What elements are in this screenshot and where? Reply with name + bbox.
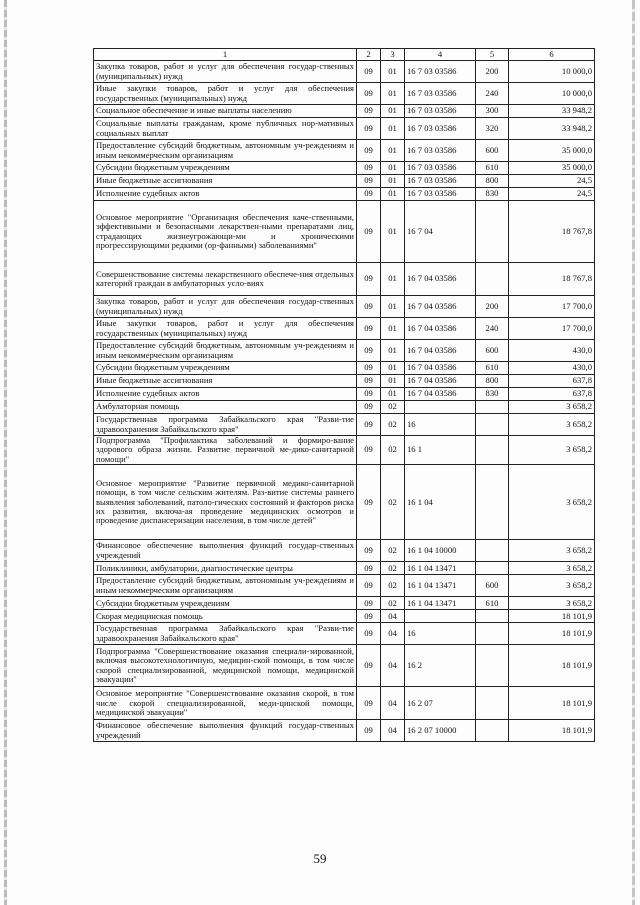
row-section-cell: 09 (357, 401, 381, 414)
row-amount-cell: 3 658,2 (509, 401, 595, 414)
row-section-cell: 09 (357, 61, 381, 83)
row-target-article-cell: 16 7 03 03586 (405, 188, 476, 201)
table-row (94, 105, 595, 118)
row-section-cell: 09 (357, 465, 381, 540)
row-subsection-cell: 01 (381, 296, 405, 318)
row-amount-cell: 637,8 (509, 388, 595, 401)
row-target-article-cell: 16 1 04 10000 (405, 540, 476, 562)
row-name-cell: Совершенствование системы лекарственного обеспече-ния отдельных категорий граждан в амбулаторных усло-виях (94, 263, 357, 296)
scan-edge-right (632, 0, 635, 905)
row-target-article-cell: 16 7 04 03586 (405, 318, 476, 340)
row-amount-cell: 33 948,2 (509, 105, 595, 118)
row-amount-cell: 35 000,0 (509, 162, 595, 175)
row-amount-cell: 18 767,8 (509, 201, 595, 263)
row-subsection-cell: 01 (381, 118, 405, 140)
row-amount-cell: 18 767,8 (509, 263, 595, 296)
row-target-article-cell: 16 1 04 13471 (405, 597, 476, 610)
row-section-cell: 09 (357, 575, 381, 597)
table-row (94, 340, 595, 362)
row-subsection-cell: 04 (381, 610, 405, 623)
row-target-article-cell: 16 7 04 03586 (405, 340, 476, 362)
row-subsection-cell: 02 (381, 575, 405, 597)
row-name-cell: Исполнение судебных актов (94, 188, 357, 201)
row-section-cell: 09 (357, 105, 381, 118)
table-row (94, 687, 595, 720)
row-subsection-cell: 04 (381, 645, 405, 687)
table-row (94, 188, 595, 201)
row-amount-cell: 637,8 (509, 375, 595, 388)
row-name-cell: Основное мероприятие "Развитие первичной медико-санитарной помощи, в том числе сельским жителям. Раз-витие системы раннего выявления заболеваний, патоло-гических состояний и факторов риска их развития, включа-ая проведение медицинских осмотров и проведение диспансеризации населения, в том числе детей" (94, 465, 357, 540)
row-expense-type-cell (476, 562, 509, 575)
row-expense-type-cell (476, 414, 509, 436)
row-amount-cell: 18 101,9 (509, 610, 595, 623)
row-target-article-cell: 16 7 04 (405, 201, 476, 263)
row-target-article-cell: 16 1 04 13471 (405, 575, 476, 597)
row-name-cell: Государственная программа Забайкальского края "Разви-тие здравоохранения Забайкальского края" (94, 414, 357, 436)
row-target-article-cell: 16 (405, 414, 476, 436)
row-name-cell: Субсидии бюджетным учреждениям (94, 362, 357, 375)
row-subsection-cell: 02 (381, 597, 405, 610)
row-section-cell: 09 (357, 610, 381, 623)
row-section-cell: 09 (357, 188, 381, 201)
header-col-1: 1 (94, 49, 357, 61)
row-name-cell: Предоставление субсидий бюджетным, автономным уч-реждениям и иным некоммерческим организациям (94, 140, 357, 162)
row-subsection-cell: 01 (381, 318, 405, 340)
row-name-cell: Социальные выплаты гражданам, кроме публичных нор-мативных социальных выплат (94, 118, 357, 140)
row-amount-cell: 17 700,0 (509, 318, 595, 340)
table-row (94, 610, 595, 623)
row-section-cell: 09 (357, 687, 381, 720)
row-target-article-cell: 16 7 03 03586 (405, 118, 476, 140)
row-target-article-cell: 16 7 03 03586 (405, 83, 476, 105)
row-target-article-cell: 16 7 04 03586 (405, 362, 476, 375)
table-row (94, 140, 595, 162)
row-section-cell: 09 (357, 540, 381, 562)
row-section-cell: 09 (357, 340, 381, 362)
row-expense-type-cell (476, 623, 509, 645)
row-expense-type-cell: 300 (476, 105, 509, 118)
row-name-cell: Субсидии бюджетным учреждениям (94, 597, 357, 610)
row-target-article-cell: 16 7 03 03586 (405, 175, 476, 188)
row-subsection-cell: 01 (381, 188, 405, 201)
row-amount-cell: 3 658,2 (509, 414, 595, 436)
row-amount-cell: 18 101,9 (509, 623, 595, 645)
row-amount-cell: 24,5 (509, 175, 595, 188)
row-subsection-cell: 01 (381, 61, 405, 83)
row-amount-cell: 3 658,2 (509, 575, 595, 597)
row-target-article-cell (405, 610, 476, 623)
row-expense-type-cell (476, 263, 509, 296)
header-col-6: 6 (509, 49, 595, 61)
row-subsection-cell: 01 (381, 201, 405, 263)
table-row (94, 83, 595, 105)
row-amount-cell: 24,5 (509, 188, 595, 201)
row-section-cell: 09 (357, 597, 381, 610)
row-subsection-cell: 02 (381, 414, 405, 436)
row-section-cell: 09 (357, 175, 381, 188)
row-section-cell: 09 (357, 388, 381, 401)
row-amount-cell: 33 948,2 (509, 118, 595, 140)
table-header-row (94, 49, 595, 61)
row-subsection-cell: 01 (381, 83, 405, 105)
row-section-cell: 09 (357, 263, 381, 296)
header-col-5: 5 (476, 49, 509, 61)
table-row (94, 118, 595, 140)
row-expense-type-cell: 600 (476, 575, 509, 597)
table-row (94, 575, 595, 597)
row-target-article-cell (405, 401, 476, 414)
row-expense-type-cell (476, 610, 509, 623)
row-subsection-cell: 01 (381, 105, 405, 118)
row-name-cell: Подпрограмма "Профилактика заболеваний и формиро-вание здорового образа жизни. Развитие первичной ме-дико-санитарной помощи" (94, 436, 357, 465)
row-name-cell: Иные бюджетные ассигнования (94, 375, 357, 388)
row-amount-cell: 3 658,2 (509, 597, 595, 610)
table-row (94, 436, 595, 465)
row-name-cell: Исполнение судебных актов (94, 388, 357, 401)
row-target-article-cell: 16 7 04 03586 (405, 375, 476, 388)
row-target-article-cell: 16 7 03 03586 (405, 162, 476, 175)
row-expense-type-cell: 800 (476, 375, 509, 388)
table-row (94, 623, 595, 645)
row-expense-type-cell: 610 (476, 597, 509, 610)
row-name-cell: Предоставление субсидий бюджетным, автономным уч-реждениям и иным некоммерческим организациям (94, 340, 357, 362)
row-amount-cell: 10 000,0 (509, 83, 595, 105)
row-amount-cell: 18 101,9 (509, 687, 595, 720)
row-amount-cell: 430,0 (509, 340, 595, 362)
row-subsection-cell: 01 (381, 362, 405, 375)
row-expense-type-cell: 200 (476, 61, 509, 83)
row-expense-type-cell (476, 645, 509, 687)
row-subsection-cell: 04 (381, 720, 405, 742)
budget-table (93, 48, 595, 742)
row-target-article-cell: 16 7 03 03586 (405, 61, 476, 83)
row-name-cell: Закупка товаров, работ и услуг для обеспечения государ-ственных (муниципальных) нужд (94, 296, 357, 318)
row-section-cell: 09 (357, 318, 381, 340)
row-amount-cell: 3 658,2 (509, 465, 595, 540)
row-section-cell: 09 (357, 140, 381, 162)
table-row (94, 201, 595, 263)
row-subsection-cell: 04 (381, 687, 405, 720)
row-section-cell: 09 (357, 720, 381, 742)
table-row (94, 645, 595, 687)
row-section-cell: 09 (357, 623, 381, 645)
row-name-cell: Поликлиники, амбулатории, диагностические центры (94, 562, 357, 575)
row-amount-cell: 3 658,2 (509, 436, 595, 465)
row-expense-type-cell: 830 (476, 388, 509, 401)
row-target-article-cell: 16 1 04 13471 (405, 562, 476, 575)
row-subsection-cell: 02 (381, 465, 405, 540)
row-target-article-cell: 16 7 04 03586 (405, 388, 476, 401)
row-subsection-cell: 01 (381, 175, 405, 188)
row-amount-cell: 35 000,0 (509, 140, 595, 162)
row-subsection-cell: 01 (381, 388, 405, 401)
row-subsection-cell: 01 (381, 162, 405, 175)
row-expense-type-cell: 600 (476, 140, 509, 162)
row-name-cell: Иные закупки товаров, работ и услуг для обеспечения государственных (муниципальных) нужд (94, 83, 357, 105)
row-target-article-cell: 16 2 07 10000 (405, 720, 476, 742)
row-expense-type-cell (476, 687, 509, 720)
row-section-cell: 09 (357, 414, 381, 436)
row-amount-cell: 3 658,2 (509, 562, 595, 575)
row-name-cell: Социальное обеспечение и иные выплаты населению (94, 105, 357, 118)
row-target-article-cell: 16 2 07 (405, 687, 476, 720)
row-expense-type-cell: 320 (476, 118, 509, 140)
table-row (94, 162, 595, 175)
row-name-cell: Предоставление субсидий бюджетным, автономным уч-реждениям и иным некоммерческим организациям (94, 575, 357, 597)
header-col-2: 2 (357, 49, 381, 61)
row-name-cell: Субсидии бюджетным учреждениям (94, 162, 357, 175)
scan-edge-left (4, 0, 7, 905)
row-expense-type-cell: 830 (476, 188, 509, 201)
row-section-cell: 09 (357, 118, 381, 140)
row-subsection-cell: 02 (381, 401, 405, 414)
row-section-cell: 09 (357, 436, 381, 465)
row-section-cell: 09 (357, 645, 381, 687)
row-name-cell: Основное мероприятие "Совершенствование оказания скорой, в том числе скорой специализированной, меди-цинской помощи, медицинской эвакуации" (94, 687, 357, 720)
row-name-cell: Подпрограмма "Совершенствование оказания специали-зированной, включая высокотехнологичную, медицин-ской помощи, в том числе скорой специализированной, медицинской помощи, медицинской эвакуации" (94, 645, 357, 687)
row-name-cell: Иные бюджетные ассигнования (94, 175, 357, 188)
table-row (94, 597, 595, 610)
row-subsection-cell: 01 (381, 375, 405, 388)
row-subsection-cell: 02 (381, 540, 405, 562)
table-row (94, 263, 595, 296)
row-expense-type-cell: 240 (476, 318, 509, 340)
row-amount-cell: 18 101,9 (509, 720, 595, 742)
row-target-article-cell: 16 1 04 (405, 465, 476, 540)
row-expense-type-cell: 600 (476, 340, 509, 362)
row-target-article-cell: 16 1 (405, 436, 476, 465)
header-col-3: 3 (381, 49, 405, 61)
row-name-cell: Государственная программа Забайкальского края "Разви-тие здравоохранения Забайкальского края" (94, 623, 357, 645)
row-amount-cell: 17 700,0 (509, 296, 595, 318)
table-row (94, 388, 595, 401)
table-row (94, 175, 595, 188)
row-subsection-cell: 02 (381, 562, 405, 575)
row-section-cell: 09 (357, 162, 381, 175)
row-amount-cell: 3 658,2 (509, 540, 595, 562)
row-expense-type-cell (476, 465, 509, 540)
row-amount-cell: 10 000,0 (509, 61, 595, 83)
row-name-cell: Иные закупки товаров, работ и услуг для обеспечения государственных (муниципальных) нужд (94, 318, 357, 340)
table-row (94, 414, 595, 436)
row-target-article-cell: 16 7 04 03586 (405, 263, 476, 296)
table-row (94, 720, 595, 742)
table-row (94, 318, 595, 340)
header-col-4: 4 (405, 49, 476, 61)
row-subsection-cell: 04 (381, 623, 405, 645)
page-number: 59 (313, 851, 327, 866)
table-row (94, 540, 595, 562)
row-expense-type-cell: 240 (476, 83, 509, 105)
row-expense-type-cell (476, 540, 509, 562)
row-expense-type-cell: 610 (476, 162, 509, 175)
table-row (94, 375, 595, 388)
table-row (94, 401, 595, 414)
row-name-cell: Финансовое обеспечение выполнения функций государ-ственных учреждений (94, 720, 357, 742)
row-target-article-cell: 16 (405, 623, 476, 645)
row-name-cell: Скорая медицинская помощь (94, 610, 357, 623)
row-section-cell: 09 (357, 562, 381, 575)
table-row (94, 362, 595, 375)
row-expense-type-cell (476, 436, 509, 465)
row-name-cell: Финансовое обеспечение выполнения функций государ-ственных учреждений (94, 540, 357, 562)
row-subsection-cell: 01 (381, 263, 405, 296)
table-row (94, 296, 595, 318)
row-section-cell: 09 (357, 362, 381, 375)
table-row (94, 465, 595, 540)
row-name-cell: Основное мероприятие "Организация обеспечения каче-ственными, эффективными и безопасными лекарствен-ными препаратами лиц, страдающих жизнеугрожающи-ми и хроническими прогрессирующими редкими (ор-фанными) заболеваниями" (94, 201, 357, 263)
row-amount-cell: 430,0 (509, 362, 595, 375)
row-section-cell: 09 (357, 201, 381, 263)
row-section-cell: 09 (357, 83, 381, 105)
row-name-cell: Амбулаторная помощь (94, 401, 357, 414)
table-row (94, 562, 595, 575)
row-subsection-cell: 02 (381, 436, 405, 465)
row-expense-type-cell: 200 (476, 296, 509, 318)
row-subsection-cell: 01 (381, 140, 405, 162)
row-expense-type-cell (476, 401, 509, 414)
row-target-article-cell: 16 7 04 03586 (405, 296, 476, 318)
row-section-cell: 09 (357, 375, 381, 388)
row-target-article-cell: 16 7 03 03586 (405, 105, 476, 118)
row-expense-type-cell (476, 201, 509, 263)
row-subsection-cell: 01 (381, 340, 405, 362)
row-expense-type-cell: 800 (476, 175, 509, 188)
row-name-cell: Закупка товаров, работ и услуг для обеспечения государ-ственных (муниципальных) нужд (94, 61, 357, 83)
row-expense-type-cell: 610 (476, 362, 509, 375)
row-amount-cell: 18 101,9 (509, 645, 595, 687)
row-section-cell: 09 (357, 296, 381, 318)
table-row (94, 61, 595, 83)
row-expense-type-cell (476, 720, 509, 742)
row-target-article-cell: 16 7 03 03586 (405, 140, 476, 162)
row-target-article-cell: 16 2 (405, 645, 476, 687)
table-body (94, 61, 595, 742)
